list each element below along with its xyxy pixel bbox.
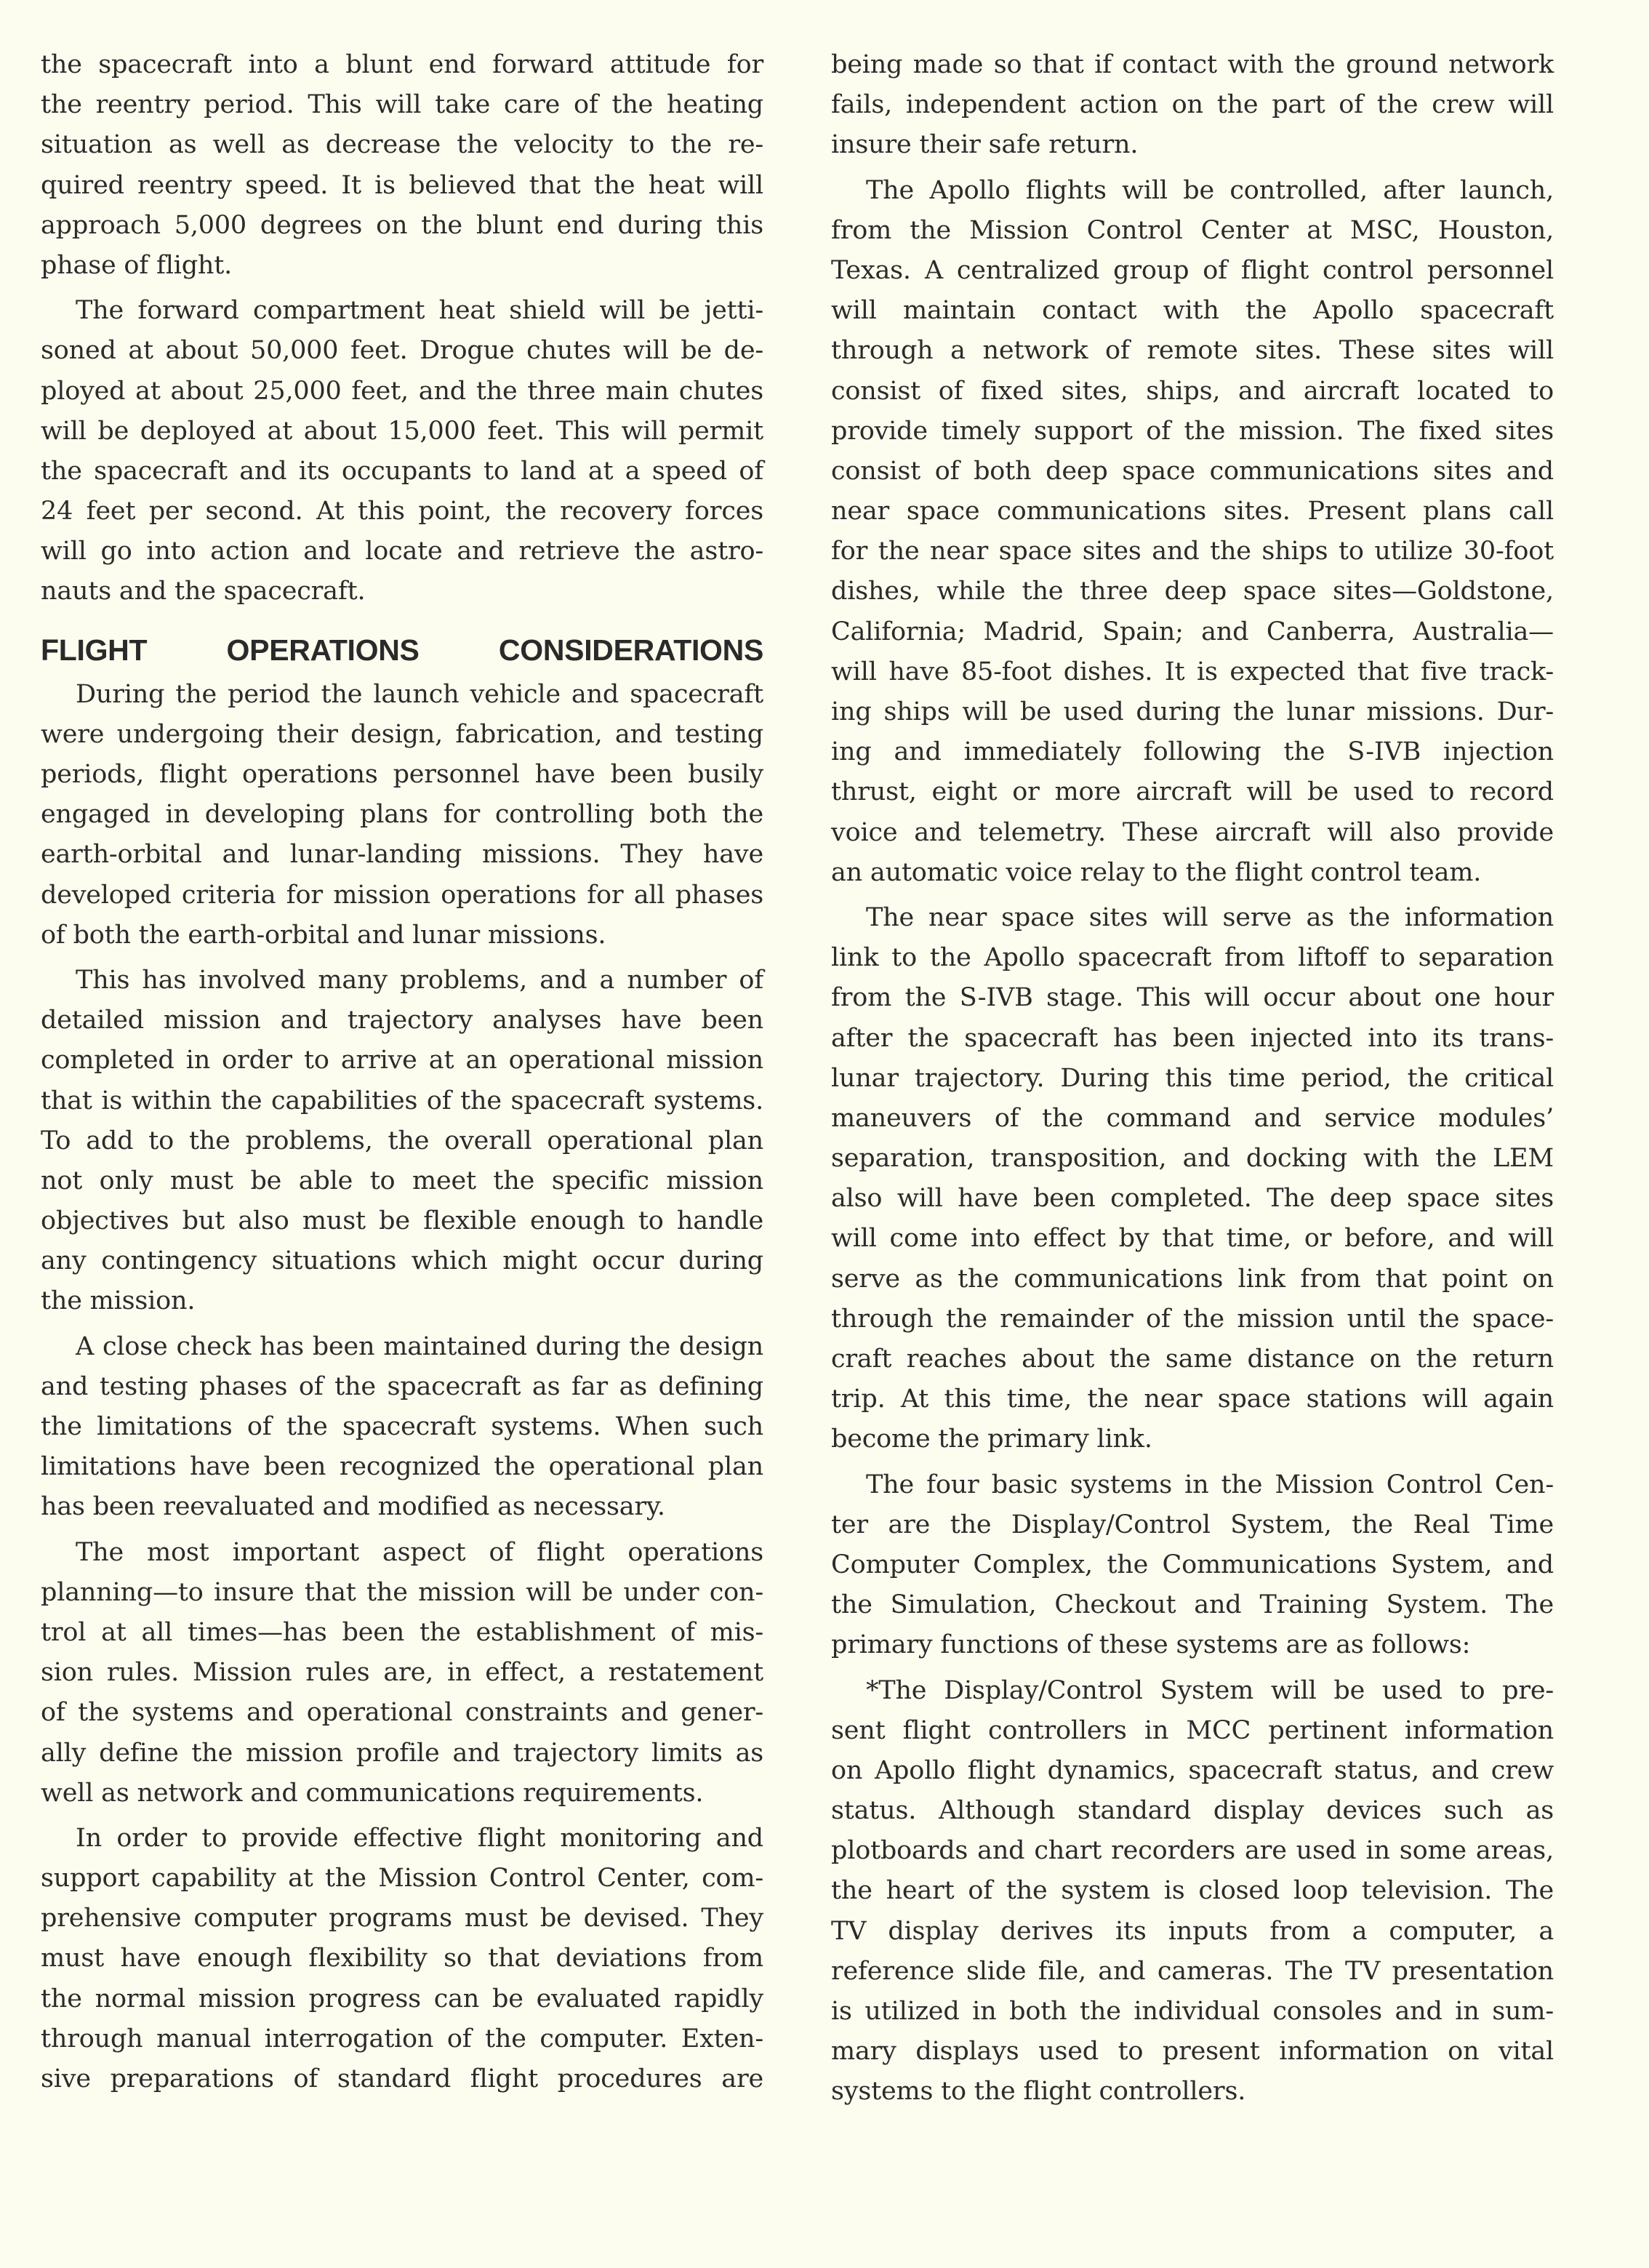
body-paragraph [41, 1327, 763, 1528]
text-line: consist of both deep space communications sites and [831, 456, 1554, 486]
text-line: is utilized in both the individual consoles and in sum- [831, 1997, 1554, 2026]
body-paragraph [41, 675, 763, 955]
text-line: The Apollo flights will be controlled, after launch, [866, 175, 1554, 205]
text-line: completed in order to arrive at an operational mission [41, 1046, 763, 1075]
text-line: plotboards and chart recorders are used in some areas, [831, 1836, 1554, 1866]
body-paragraph [831, 1671, 1554, 2112]
text-line: To add to the problems, the overall operational plan [41, 1126, 763, 1155]
text-line: the spacecraft and its occupants to land at a speed of [41, 456, 763, 486]
text-line: situation as well as decrease the velocity to the re- [41, 130, 763, 160]
text-line: This has involved many problems, and a number of [76, 965, 763, 995]
text-line: ing ships will be used during the lunar missions. Dur- [831, 697, 1554, 726]
text-line: were undergoing their design, fabrication, and testing [41, 719, 763, 749]
body-paragraph [41, 45, 763, 286]
text-line: thrust, eight or more aircraft will be used to record [831, 777, 1554, 807]
text-line: separation, transposition, and docking with the LEM [831, 1144, 1554, 1174]
text-line: In order to provide effective flight monitoring and [76, 1823, 763, 1853]
text-line: of both the earth-orbital and lunar missions. [41, 920, 606, 950]
text-line: will come into effect by that time, or before, and will [831, 1224, 1554, 1254]
text-line: from the Mission Control Center at MSC, Houston, [831, 215, 1554, 245]
text-line: The near space sites will serve as the information [866, 902, 1554, 932]
text-line: *The Display/Control System will be used to pre- [866, 1675, 1554, 1705]
text-line: will have 85-foot dishes. It is expected that five track- [831, 657, 1554, 686]
text-line: voice and telemetry. These aircraft will also provide [831, 817, 1554, 847]
text-line: will go into action and locate and retrieve the astro- [41, 537, 763, 566]
text-line: the heart of the system is closed loop television. The [831, 1876, 1554, 1906]
text-line: planning—to insure that the mission will be under con- [41, 1577, 763, 1607]
text-line: engaged in developing plans for controlling both the [41, 800, 763, 830]
text-line: The forward compartment heat shield will be jetti- [76, 296, 763, 326]
text-line: become the primary link. [831, 1424, 1152, 1454]
text-line: Computer Complex, the Communications System, and [831, 1550, 1554, 1579]
section-heading: FLIGHT OPERATIONS CONSIDERATIONS [41, 633, 763, 667]
body-paragraph [831, 898, 1554, 1460]
body-paragraph [41, 961, 763, 1322]
text-line: The four basic systems in the Mission Control Cen- [866, 1470, 1554, 1499]
text-line: through the remainder of the mission until the space- [831, 1304, 1554, 1334]
text-line: The most important aspect of flight operations [76, 1537, 763, 1567]
text-line: primary functions of these systems are as follows: [831, 1630, 1471, 1660]
text-line: will be deployed at about 15,000 feet. This will permit [41, 416, 763, 446]
text-line: must have enough flexibility so that deviations from [41, 1944, 763, 1974]
text-line: the limitations of the spacecraft systems. When such [41, 1412, 763, 1441]
text-line: sion rules. Mission rules are, in effect, a restatement [41, 1658, 763, 1688]
right-column [831, 45, 1554, 2117]
text-line: link to the Apollo spacecraft from liftoff to separation [831, 943, 1554, 973]
text-line: has been reevaluated and modified as necessary. [41, 1492, 665, 1522]
text-line: objectives but also must be flexible enough to handle [41, 1206, 763, 1236]
body-paragraph [831, 171, 1554, 893]
text-line: status. Although standard display devices such as [831, 1796, 1554, 1826]
text-line: the Simulation, Checkout and Training System. The [831, 1590, 1554, 1620]
text-line: detailed mission and trajectory analyses have been [41, 1006, 763, 1035]
text-line: systems to the flight controllers. [831, 2077, 1246, 2107]
text-line: will maintain contact with the Apollo spacecraft [831, 296, 1554, 326]
text-line: TV display derives its inputs from a computer, a [831, 1916, 1554, 1946]
text-line: from the S-IVB stage. This will occur about one hour [831, 983, 1554, 1013]
body-paragraph [41, 1533, 763, 1814]
text-line: trol at all times—has been the establishment of mis- [41, 1617, 763, 1647]
text-line: approach 5,000 degrees on the blunt end during this [41, 210, 763, 240]
text-line: nauts and the spacecraft. [41, 577, 366, 606]
text-line: an automatic voice relay to the flight control team. [831, 857, 1482, 887]
text-line: sive preparations of standard flight procedures are [41, 2064, 763, 2093]
body-paragraph [831, 45, 1554, 166]
text-line: consist of fixed sites, ships, and aircraft located to [831, 376, 1554, 406]
text-line: provide timely support of the mission. The fixed sites [831, 416, 1554, 446]
text-line: lunar trajectory. During this time period, the critical [831, 1063, 1554, 1093]
text-line: the spacecraft into a blunt end forward attitude for [41, 50, 763, 79]
text-line: not only must be able to meet the specific mission [41, 1166, 763, 1195]
text-line: prehensive computer programs must be devised. They [41, 1904, 763, 1934]
text-line: earth-orbital and lunar-landing missions. They have [41, 840, 763, 870]
text-line: support capability at the Mission Control Center, com- [41, 1864, 763, 1894]
text-line: through a network of remote sites. These sites will [831, 336, 1554, 366]
body-paragraph [41, 1819, 763, 2099]
text-line: soned at about 50,000 feet. Drogue chutes will be de- [41, 336, 763, 366]
text-line: quired reentry speed. It is believed that the heat will [41, 170, 763, 200]
text-line: periods, flight operations personnel have been busily [41, 760, 763, 789]
text-line: well as network and communications requirements. [41, 1778, 704, 1808]
text-line: serve as the communications link from that point on [831, 1264, 1554, 1294]
text-line: ter are the Display/Control System, the Real Time [831, 1510, 1554, 1539]
left-column [41, 45, 763, 2104]
text-line: trip. At this time, the near space stations will again [831, 1385, 1554, 1414]
text-line: developed criteria for mission operations for all phases [41, 880, 763, 910]
text-line: limitations have been recognized the operational plan [41, 1452, 763, 1482]
text-line: that is within the capabilities of the spacecraft systems. [41, 1086, 763, 1115]
text-line: reference slide file, and cameras. The TV presentation [831, 1956, 1554, 1986]
text-line: and testing phases of the spacecraft as far as defining [41, 1371, 763, 1401]
text-line: near space communications sites. Present plans call [831, 497, 1554, 526]
text-line: A close check has been maintained during the design [76, 1331, 763, 1361]
text-line: dishes, while the three deep space sites—Goldstone, [831, 577, 1554, 606]
body-paragraph [41, 291, 763, 612]
text-line: of the systems and operational constraints and gener- [41, 1698, 763, 1728]
text-line: the reentry period. This will take care of the heating [41, 90, 763, 120]
text-line: Texas. A centralized group of flight control personnel [831, 255, 1554, 285]
text-line: through manual interrogation of the computer. Exten- [41, 2024, 763, 2053]
text-line: maneuvers of the command and service modules’ [831, 1103, 1554, 1133]
text-line: fails, independent action on the part of the crew will [831, 90, 1554, 120]
text-line: the normal mission progress can be evaluated rapidly [41, 1984, 763, 2013]
text-line: any contingency situations which might occur during [41, 1246, 763, 1276]
text-line: ployed at about 25,000 feet, and the three main chutes [41, 376, 763, 406]
text-line: for the near space sites and the ships to utilize 30-foot [831, 537, 1554, 566]
text-line: ing and immediately following the S-IVB injection [831, 737, 1554, 767]
text-line: the mission. [41, 1286, 196, 1316]
text-line: after the spacecraft has been injected into its trans- [831, 1023, 1554, 1053]
text-line: sent flight controllers in MCC pertinent information [831, 1715, 1554, 1745]
text-line: 24 feet per second. At this point, the recovery forces [41, 497, 763, 526]
text-line: craft reaches about the same distance on the return [831, 1345, 1554, 1374]
text-line: also will have been completed. The deep space sites [831, 1184, 1554, 1214]
text-line: ally define the mission profile and trajectory limits as [41, 1738, 763, 1768]
text-line: California; Madrid, Spain; and Canberra, Australia— [831, 617, 1554, 646]
text-line: on Apollo flight dynamics, spacecraft status, and crew [831, 1755, 1554, 1785]
text-line: insure their safe return. [831, 130, 1139, 160]
text-line: mary displays used to present information on vital [831, 2037, 1554, 2067]
text-line: During the period the launch vehicle and spacecraft [76, 679, 763, 709]
text-line: phase of flight. [41, 250, 233, 280]
text-line: being made so that if contact with the ground network [831, 50, 1554, 79]
body-paragraph [831, 1465, 1554, 1666]
